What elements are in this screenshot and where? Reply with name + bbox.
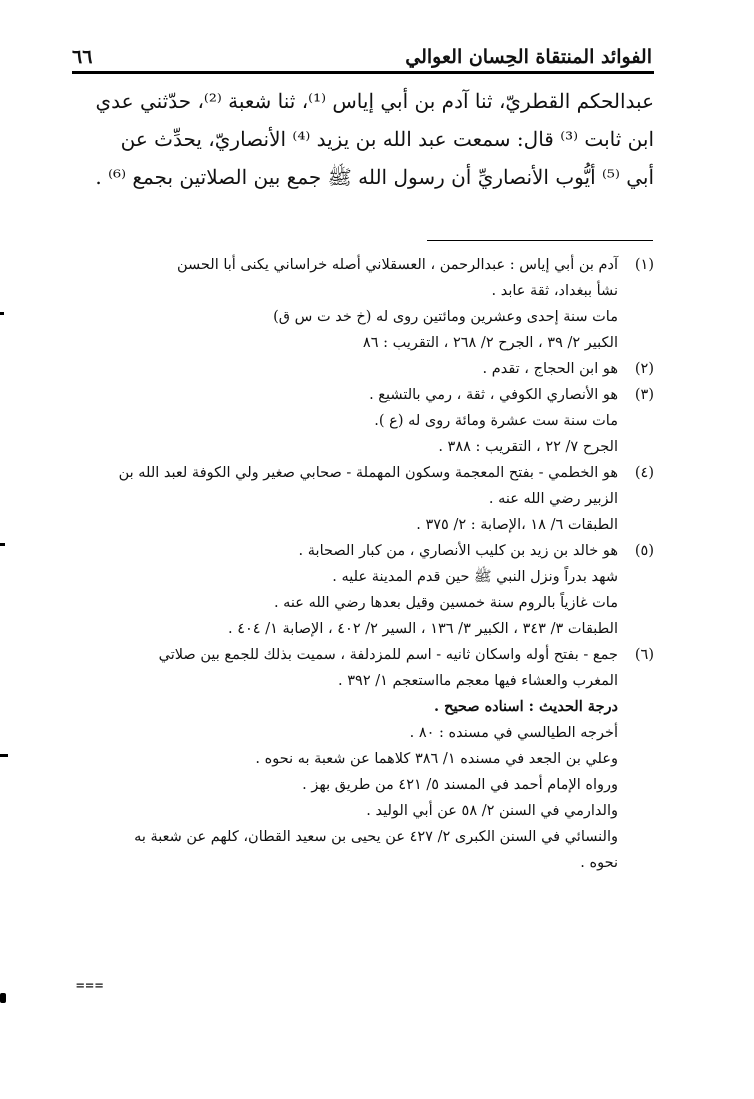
footnote-line: المغرب والعشاء فيها معجم مااستعجم ١/ ٣٩٢ .: [338, 673, 618, 689]
footnote-number: (٤): [634, 465, 654, 481]
hadith-line: ابن ثابت ⁽³⁾ قال: سمعت عبد الله بن يزيد ⁽⁴⁾ الأنصاريّ، يحدِّث عن: [120, 127, 654, 151]
footnote-line: مات غازياً بالروم سنة خمسين وقيل بعدها رضي الله عنه .: [273, 595, 618, 611]
footnote-text: آدم بن أبي إياس : عبدالرحمن ، العسقلاني أصله خراساني يكنى أبا الحسن: [176, 257, 618, 273]
scan-edge-mark: [0, 312, 4, 315]
end-mark: ===: [76, 978, 105, 994]
hadith-grade: درجة الحديث : اسناده صحيح .: [434, 698, 618, 715]
footnote-line: مات سنة إحدى وعشرين ومائتين روى له (خ خد ت س ق): [273, 309, 618, 325]
footnote-1: [70, 252, 654, 278]
footnote-number: (١): [634, 257, 654, 273]
footnote-line: الجرح ٧/ ٢٢ ، التقريب : ٣٨٨ .: [438, 439, 618, 455]
footnote-number: (٢): [634, 361, 654, 377]
footnote-line: نشأ ببغداد، ثقة عابد .: [491, 283, 618, 299]
footnote-line: والنسائي في السنن الكبرى ٢/ ٤٢٧ عن يحيى بن سعيد القطان، كلهم عن شعبة به: [134, 829, 618, 845]
footnote-line: الزبير رضي الله عنه .: [488, 491, 618, 507]
footnote-line: والدارمي في السنن ٢/ ٥٨ عن أبي الوليد .: [366, 803, 618, 819]
footnote-2: [70, 356, 654, 382]
footnote-4: [70, 460, 654, 486]
footnote-number: (٣): [634, 387, 654, 403]
footnote-line: الطبقات ٣/ ٣٤٣ ، الكبير ٣/ ١٣٦ ، السير ٢/ ٤٠٢ ، الإصابة ١/ ٤٠٤ .: [228, 621, 618, 637]
footnote-number: (٦): [634, 647, 654, 663]
hadith-line: عبدالحكم القطريّ، ثنا آدم بن أبي إياس ⁽¹⁾، ثنا شعبة ⁽²⁾، حدّثني عدي: [95, 89, 654, 113]
footnote-5: [70, 538, 654, 564]
footnote-line: ورواه الإمام أحمد في المسند ٥/ ٤٢١ من طريق بهز .: [302, 777, 618, 793]
footnote-line: الطبقات ٦/ ١٨ ،الإصابة : ٢/ ٣٧٥ .: [416, 517, 618, 533]
footnote-line: الكبير ٢/ ٣٩ ، الجرح ٢/ ٢٦٨ ، التقريب : ٨٦: [362, 335, 618, 351]
scan-edge-mark: [0, 993, 6, 1003]
footnote-number: (٥): [634, 543, 654, 559]
page-number: ٦٦: [72, 46, 93, 68]
footnote-line: مات سنة ست عشرة ومائة روى له (ع ).: [374, 413, 618, 429]
hadith-line: أبي ⁽⁵⁾ أيُّوب الأنصاريِّ أن رسول الله ﷺ جمع بين الصلاتين بجمع ⁽⁶⁾ .: [95, 165, 654, 189]
footnote-3: [70, 382, 654, 408]
page-header: [72, 28, 652, 68]
footnote-text: هو خالد بن زيد بن كليب الأنصاري ، من كبار الصحابة .: [298, 543, 618, 559]
footnote-line: نحوه .: [580, 855, 618, 871]
footnote-line: وعلي بن الجعد في مسنده ١/ ٣٨٦ كلاهما عن شعبة به نحوه .: [255, 751, 618, 767]
footnote-text: جمع - بفتح أوله واسكان ثانيه - اسم للمزدلفة ، سميت بذلك للجمع بين صلاتي: [158, 647, 618, 663]
footnote-text: هو ابن الحجاج ، تقدم .: [482, 361, 618, 377]
footnote-line: أخرجه الطيالسي في مسنده : ٨٠ .: [409, 725, 618, 741]
footnote-text: هو الأنصاري الكوفي ، ثقة ، رمي بالتشيع .: [369, 387, 618, 403]
footnote-separator: [427, 240, 653, 241]
footnote-line: شهد بدراً ونزل النبي ﷺ حين قدم المدينة عليه .: [332, 569, 618, 585]
footnotes: [70, 252, 654, 876]
hadith-text: [70, 82, 654, 196]
header-rule: [72, 71, 654, 74]
scan-edge-mark: [0, 543, 5, 546]
running-title: الفوائد المنتقاة الحِسان العوالي: [405, 46, 652, 68]
scan-edge-mark: [0, 754, 8, 757]
footnote-text: هو الخطمي - بفتح المعجمة وسكون المهملة - صحابي صغير ولي الكوفة لعبد الله بن: [118, 465, 618, 481]
footnote-6: [70, 642, 654, 668]
